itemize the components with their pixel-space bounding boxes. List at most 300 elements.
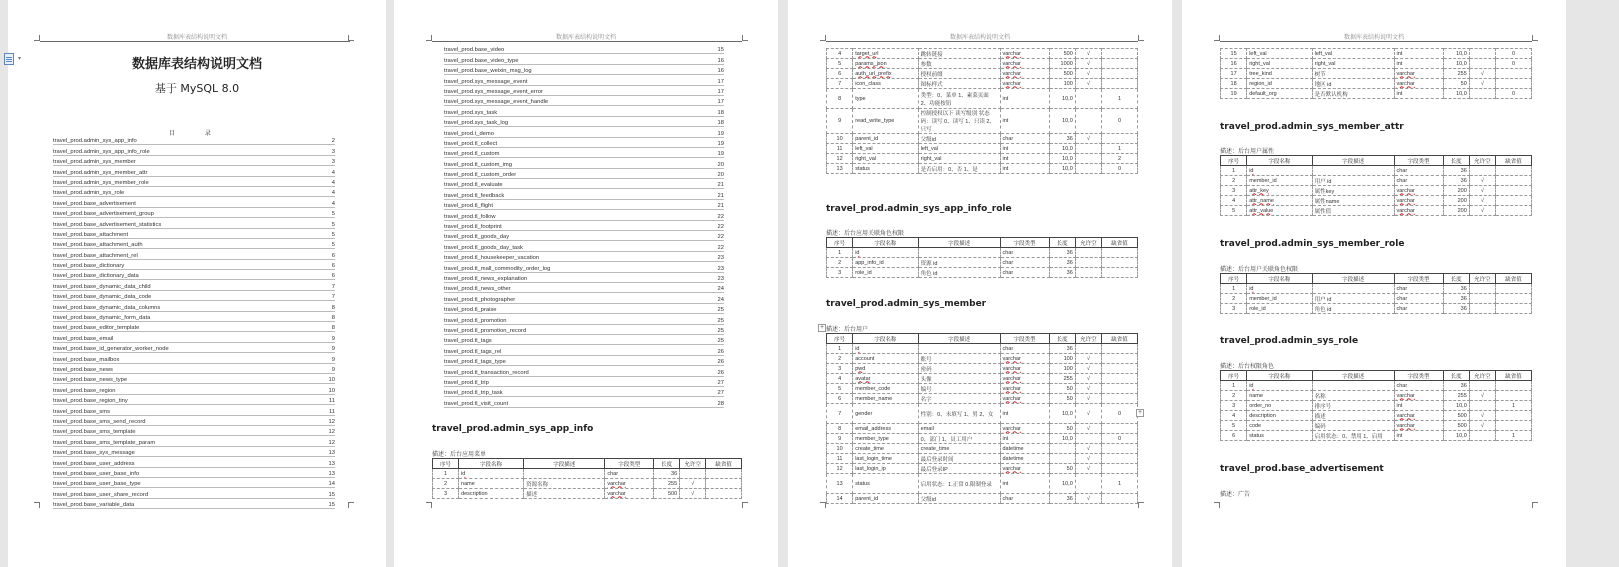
table-cell[interactable]: 0 (1495, 49, 1531, 59)
table-cell[interactable]: 1 (1101, 474, 1137, 494)
table-cell[interactable]: 19 (1221, 89, 1247, 99)
table-cell[interactable]: 10,0 (1443, 431, 1469, 441)
toc-entry[interactable] (53, 135, 335, 145)
table-cell[interactable]: 名字 (918, 394, 1000, 404)
table-cell[interactable]: 16 (1221, 59, 1247, 69)
toc-entry[interactable] (444, 127, 724, 137)
table-cell[interactable]: 父级id (918, 494, 1000, 504)
toc-entry[interactable] (53, 468, 335, 478)
table-cell[interactable]: √ (1469, 391, 1495, 401)
table-cell[interactable]: 1 (827, 344, 853, 354)
toc-entry[interactable] (53, 197, 335, 207)
table-cell[interactable] (1000, 384, 1049, 394)
table-cell[interactable] (1312, 166, 1394, 176)
table-cell[interactable] (1101, 354, 1137, 364)
table-cell[interactable] (1075, 154, 1101, 164)
table-cell[interactable]: member_id (1247, 294, 1312, 304)
table-cell[interactable] (918, 248, 1000, 258)
table-cell[interactable]: char (1000, 494, 1049, 504)
table-cell[interactable]: √ (1469, 79, 1495, 89)
table-cell[interactable]: char (1000, 258, 1049, 268)
toc-entry[interactable] (53, 488, 335, 498)
table-cell[interactable] (1101, 394, 1137, 404)
table-cell[interactable]: int (1000, 404, 1049, 424)
table-cell[interactable]: 控制授权以下 读写级别 状态码：读写 0、读写 1、只读 2、只写 (918, 109, 1000, 134)
table-cell[interactable] (1101, 424, 1137, 434)
table-cell[interactable]: 10,0 (1443, 49, 1469, 59)
table-cell[interactable]: 6 (827, 394, 853, 404)
table-cell[interactable] (1394, 79, 1443, 89)
toc-entry[interactable] (444, 54, 724, 64)
toc-entry[interactable] (444, 221, 724, 231)
toc-entry[interactable] (444, 179, 724, 189)
table-cell[interactable]: √ (1075, 354, 1101, 364)
table-cell[interactable] (1075, 474, 1101, 494)
table-cell[interactable]: 4 (827, 49, 853, 59)
table-cell[interactable]: √ (1469, 206, 1495, 216)
toc-entry[interactable] (444, 117, 724, 127)
toc-entry[interactable] (444, 65, 724, 75)
table-cell[interactable]: int (1000, 474, 1049, 494)
table-cell[interactable] (1101, 49, 1137, 59)
table-cell[interactable] (605, 489, 654, 499)
table-cell[interactable]: 10,0 (1049, 144, 1075, 154)
table-cell[interactable]: int (1394, 59, 1443, 69)
table-cell[interactable]: char (1394, 381, 1443, 391)
toc-entry[interactable] (444, 377, 724, 387)
table-cell[interactable]: 地区 id (1312, 79, 1394, 89)
table-cell[interactable]: description (459, 489, 524, 499)
toc-entry[interactable] (444, 169, 724, 179)
toc-entry[interactable] (53, 416, 335, 426)
table-cell[interactable]: 3 (1221, 401, 1247, 411)
table-cell[interactable] (1075, 89, 1101, 109)
table-cell[interactable]: 500 (1443, 411, 1469, 421)
table-cell[interactable] (1075, 144, 1101, 154)
table-cell[interactable]: 10,0 (1443, 89, 1469, 99)
toc-entry[interactable] (53, 343, 335, 353)
table-cell[interactable]: int (1394, 89, 1443, 99)
toc-entry[interactable] (444, 148, 724, 158)
toc-entry[interactable] (53, 353, 335, 363)
table-cell[interactable]: 255 (1443, 69, 1469, 79)
table-cell[interactable] (1000, 69, 1049, 79)
table-cell[interactable]: 12 (827, 464, 853, 474)
table-cell[interactable] (1469, 431, 1495, 441)
toc-entry[interactable] (444, 158, 724, 168)
table-cell[interactable]: 性别：0、未填写 1、男 2、女 (918, 404, 1000, 424)
table-cell[interactable]: 100 (1049, 354, 1075, 364)
table-cell[interactable]: 最后登录时间 (918, 454, 1000, 464)
table-cell[interactable]: 资源 id (918, 258, 1000, 268)
table-cell[interactable]: 500 (654, 489, 680, 499)
table-cell[interactable] (1495, 206, 1531, 216)
table-cell[interactable]: char (1000, 344, 1049, 354)
table-cell[interactable]: 15 (1221, 49, 1247, 59)
toc-entry[interactable] (53, 249, 335, 259)
table-cell[interactable]: 属性值 (1312, 206, 1394, 216)
table-cell[interactable]: √ (1469, 196, 1495, 206)
table-cell[interactable]: order_no (1247, 401, 1312, 411)
table-cell[interactable]: √ (1469, 186, 1495, 196)
table-cell[interactable]: read_write_type (853, 109, 918, 134)
toc-entry[interactable] (53, 499, 335, 509)
table-cell[interactable]: 10,0 (1049, 164, 1075, 174)
toc-entry[interactable] (53, 384, 335, 394)
table-cell[interactable] (680, 469, 706, 479)
table-cell[interactable]: 36 (1049, 268, 1075, 278)
table-cell[interactable]: app_info_id (853, 258, 918, 268)
table-cell[interactable]: 角色 id (918, 268, 1000, 278)
table-cell[interactable] (1495, 304, 1531, 314)
table-cell[interactable]: 账号 (918, 354, 1000, 364)
table-cell[interactable]: 0 (1495, 59, 1531, 69)
toc-entry[interactable] (444, 96, 724, 106)
table-cell[interactable]: 授权前缀 (918, 69, 1000, 79)
table-cell[interactable]: right_val (918, 154, 1000, 164)
toc-entry[interactable] (53, 364, 335, 374)
table-cell[interactable]: char (1394, 176, 1443, 186)
toc-entry[interactable] (444, 366, 724, 376)
table-cell[interactable]: 100 (1049, 364, 1075, 374)
toc-entry[interactable] (444, 210, 724, 220)
table-cell[interactable] (1469, 166, 1495, 176)
table-cell[interactable]: 36 (1443, 294, 1469, 304)
table-cell[interactable]: 36 (1049, 134, 1075, 144)
table-cell[interactable]: √ (1075, 134, 1101, 144)
table-cell[interactable] (1075, 344, 1101, 354)
table-cell[interactable]: 是否启用：0、否 1、是 (918, 164, 1000, 174)
toc-entry[interactable] (53, 332, 335, 342)
table-cell[interactable]: 50 (1049, 384, 1075, 394)
table-cell[interactable]: 排序号 (1312, 401, 1394, 411)
toc-entry[interactable] (444, 283, 724, 293)
table-cell[interactable]: int (1000, 144, 1049, 154)
table-cell[interactable]: 2 (827, 354, 853, 364)
table-cell[interactable]: 13 (827, 164, 853, 174)
table-cell[interactable]: char (1000, 268, 1049, 278)
toc-entry[interactable] (444, 75, 724, 85)
toc-entry[interactable] (444, 387, 724, 397)
table-cell[interactable]: member_code (853, 384, 918, 394)
table-cell[interactable] (1495, 284, 1531, 294)
table-cell[interactable]: 5 (1221, 206, 1247, 216)
table-cell[interactable] (1101, 374, 1137, 384)
toc-entry[interactable] (53, 478, 335, 488)
table-cell[interactable] (1101, 364, 1137, 374)
table-cell[interactable]: 图标样式 (918, 79, 1000, 89)
toc-entry[interactable] (53, 301, 335, 311)
table-cell[interactable] (1394, 411, 1443, 421)
table-cell[interactable]: 50 (1443, 79, 1469, 89)
table-cell[interactable]: 10,0 (1049, 109, 1075, 134)
table-cell[interactable]: 100 (1049, 79, 1075, 89)
table-cell[interactable]: int (1394, 49, 1443, 59)
toc-entry[interactable] (53, 229, 335, 239)
table-cell[interactable] (1469, 381, 1495, 391)
table-cell[interactable]: √ (1075, 464, 1101, 474)
table-cell[interactable]: status (853, 474, 918, 494)
toc-entry[interactable] (444, 314, 724, 324)
table-cell[interactable] (706, 489, 742, 499)
table-cell[interactable] (1075, 258, 1101, 268)
table-cell[interactable] (1247, 186, 1312, 196)
table-cell[interactable] (1101, 464, 1137, 474)
table-cell[interactable]: 36 (1049, 248, 1075, 258)
table-cell[interactable]: √ (1075, 59, 1101, 69)
table-cell[interactable]: right_val (1312, 59, 1394, 69)
table-cell[interactable]: √ (1075, 49, 1101, 59)
table-cell[interactable]: 17 (1221, 69, 1247, 79)
toc-entry[interactable] (444, 335, 724, 345)
toc-entry[interactable] (444, 106, 724, 116)
table-cell[interactable]: char (1000, 248, 1049, 258)
table-cell[interactable]: 5 (1221, 421, 1247, 431)
table-cell[interactable]: code (1247, 421, 1312, 431)
table-cell[interactable] (1394, 196, 1443, 206)
table-cell[interactable]: 50 (1049, 424, 1075, 434)
table-cell[interactable] (1101, 268, 1137, 278)
table-cell[interactable] (1247, 284, 1312, 294)
table-cell[interactable]: role_id (853, 268, 918, 278)
toc-entry[interactable] (53, 218, 335, 228)
table-cell[interactable]: email (918, 424, 1000, 434)
table-cell[interactable]: datetime (1000, 454, 1049, 464)
table-cell[interactable] (459, 469, 524, 479)
table-cell[interactable] (1469, 304, 1495, 314)
table-cell[interactable]: √ (1075, 79, 1101, 89)
table-cell[interactable] (706, 479, 742, 489)
table-cell[interactable]: 6 (1221, 431, 1247, 441)
table-cell[interactable]: √ (1075, 454, 1101, 464)
table-cell[interactable]: 36 (1443, 166, 1469, 176)
table-cell[interactable] (1000, 364, 1049, 374)
table-cell[interactable] (1000, 394, 1049, 404)
table-cell[interactable] (1049, 454, 1075, 464)
table-cell[interactable]: char (1394, 304, 1443, 314)
table-cell[interactable] (1101, 79, 1137, 89)
table-cell[interactable] (1495, 186, 1531, 196)
table-cell[interactable]: 500 (1049, 49, 1075, 59)
table-cell[interactable] (1101, 454, 1137, 464)
table-cell[interactable]: 1 (1101, 89, 1137, 109)
table-cell[interactable]: 编号 (918, 384, 1000, 394)
toc-entry[interactable] (53, 312, 335, 322)
table-cell[interactable]: 10,0 (1049, 434, 1075, 444)
toc-entry[interactable] (444, 356, 724, 366)
table-cell[interactable] (1101, 444, 1137, 454)
toc-entry[interactable] (53, 270, 335, 280)
toc-entry[interactable] (444, 293, 724, 303)
table-cell[interactable] (605, 479, 654, 489)
table-cell[interactable]: √ (680, 489, 706, 499)
table-cell[interactable]: 1 (1221, 284, 1247, 294)
table-cell[interactable]: last_login_ip (853, 464, 918, 474)
table-cell[interactable]: 11 (827, 144, 853, 154)
table-cell[interactable]: right_val (1247, 59, 1312, 69)
table-cell[interactable]: 0 (1101, 404, 1137, 424)
table-cell[interactable] (1101, 258, 1137, 268)
table-cell[interactable]: 9 (827, 434, 853, 444)
table-cell[interactable]: 3 (1221, 304, 1247, 314)
toc-entry[interactable] (444, 252, 724, 262)
table-cell[interactable] (524, 469, 605, 479)
table-cell[interactable] (1000, 424, 1049, 434)
table-cell[interactable] (1394, 421, 1443, 431)
table-cell[interactable]: 1000 (1049, 59, 1075, 69)
table-cell[interactable]: 14 (827, 494, 853, 504)
table-cell[interactable] (1495, 391, 1531, 401)
toc-entry[interactable] (444, 345, 724, 355)
table-cell[interactable]: 3 (433, 489, 459, 499)
table-cell[interactable]: member_type (853, 434, 918, 444)
table-cell[interactable] (1394, 391, 1443, 401)
table-cell[interactable]: 5 (827, 384, 853, 394)
table-cell[interactable]: char (1394, 284, 1443, 294)
table-cell[interactable]: 角色 id (1312, 304, 1394, 314)
table-cell[interactable]: char (605, 469, 654, 479)
table-cell[interactable] (1075, 109, 1101, 134)
table-cell[interactable]: account (853, 354, 918, 364)
table-cell[interactable]: 10 (827, 134, 853, 144)
toc-entry[interactable] (53, 426, 335, 436)
table-cell[interactable]: √ (1469, 421, 1495, 431)
table-cell[interactable]: 4 (1221, 196, 1247, 206)
table-cell[interactable]: create_time (918, 444, 1000, 454)
table-cell[interactable] (1000, 464, 1049, 474)
table-cell[interactable]: 0、部门 1、员工用户 (918, 434, 1000, 444)
table-cell[interactable]: 编码 (1312, 421, 1394, 431)
table-cell[interactable] (1495, 381, 1531, 391)
table-cell[interactable]: 10 (827, 444, 853, 454)
table-cell[interactable] (853, 59, 918, 69)
table-cell[interactable]: 启用状态：0、禁用 1、启用 (1312, 431, 1394, 441)
table-cell[interactable]: √ (1075, 69, 1101, 79)
table-cell[interactable]: 1 (1101, 144, 1137, 154)
chevron-down-icon[interactable]: ▾ (18, 56, 22, 62)
toc-entry[interactable] (53, 239, 335, 249)
table-cell[interactable]: 最后登录IP (918, 464, 1000, 474)
toc-entry[interactable] (53, 145, 335, 155)
toc-entry[interactable] (444, 86, 724, 96)
table-cell[interactable] (1101, 59, 1137, 69)
table-cell[interactable] (1312, 284, 1394, 294)
table-cell[interactable] (1049, 444, 1075, 454)
table-cell[interactable]: 10,0 (1049, 154, 1075, 164)
table-cell[interactable] (853, 344, 918, 354)
toc-entry[interactable] (444, 241, 724, 251)
toc-entry[interactable] (53, 260, 335, 270)
table-cell[interactable] (1000, 354, 1049, 364)
table-cell[interactable]: 1 (433, 469, 459, 479)
table-cell[interactable]: tree_kind (1247, 69, 1312, 79)
toc-entry[interactable] (444, 44, 724, 54)
table-cell[interactable]: 200 (1443, 206, 1469, 216)
table-cell[interactable]: 1 (1495, 401, 1531, 411)
table-cell[interactable]: 36 (1443, 284, 1469, 294)
table-cell[interactable]: status (853, 164, 918, 174)
table-cell[interactable]: 10,0 (1049, 474, 1075, 494)
table-cell[interactable]: 2 (1221, 294, 1247, 304)
table-cell[interactable] (1495, 294, 1531, 304)
table-cell[interactable]: 36 (654, 469, 680, 479)
table-cell[interactable]: name (459, 479, 524, 489)
table-cell[interactable] (1394, 206, 1443, 216)
table-cell[interactable] (1469, 49, 1495, 59)
table-cell[interactable]: int (1000, 89, 1049, 109)
toc-entry[interactable] (53, 457, 335, 467)
table-cell[interactable] (1469, 59, 1495, 69)
table-cell[interactable]: int (1394, 401, 1443, 411)
toc-entry[interactable] (53, 447, 335, 457)
toc-entry[interactable] (444, 304, 724, 314)
table-cell[interactable] (1075, 434, 1101, 444)
table-cell[interactable]: 描述 (1312, 411, 1394, 421)
table-cell[interactable]: 1 (1221, 166, 1247, 176)
table-cell[interactable]: 10,0 (1049, 404, 1075, 424)
table-cell[interactable]: gender (853, 404, 918, 424)
table-cell[interactable]: 50 (1049, 394, 1075, 404)
table-cell[interactable]: √ (1075, 394, 1101, 404)
table-cell[interactable]: 名称 (1312, 391, 1394, 401)
table-move-handle[interactable]: + (819, 324, 825, 331)
table-cell[interactable]: 父级id (918, 134, 1000, 144)
table-cell[interactable]: 200 (1443, 196, 1469, 206)
table-cell[interactable]: 8 (827, 89, 853, 109)
table-cell[interactable] (853, 374, 918, 384)
table-cell[interactable]: member_id (1247, 176, 1312, 186)
table-cell[interactable]: 36 (1443, 381, 1469, 391)
table-cell[interactable]: 8 (827, 424, 853, 434)
table-cell[interactable]: 用户 id (1312, 294, 1394, 304)
toc-entry[interactable] (53, 405, 335, 415)
table-cell[interactable]: left_val (1312, 49, 1394, 59)
table-cell[interactable]: √ (1469, 176, 1495, 186)
table-cell[interactable]: 12 (827, 154, 853, 164)
table-cell[interactable]: 36 (1443, 304, 1469, 314)
table-cell[interactable]: int (1000, 164, 1049, 174)
table-cell[interactable] (1101, 344, 1137, 354)
table-cell[interactable] (1469, 89, 1495, 99)
toc-entry[interactable] (444, 397, 724, 407)
table-cell[interactable]: 10,0 (1443, 401, 1469, 411)
table-cell[interactable]: √ (1469, 411, 1495, 421)
table-cell[interactable]: last_login_time (853, 454, 918, 464)
table-cell[interactable]: 9 (827, 109, 853, 134)
table-cell[interactable] (1495, 166, 1531, 176)
table-cell[interactable] (853, 248, 918, 258)
toc-entry[interactable] (53, 395, 335, 405)
table-cell[interactable]: create_time (853, 444, 918, 454)
table-cell[interactable]: 5 (827, 59, 853, 69)
toc-entry[interactable] (53, 156, 335, 166)
table-cell[interactable]: 13 (827, 474, 853, 494)
table-cell[interactable]: 跳转链接 (918, 49, 1000, 59)
table-cell[interactable] (1075, 164, 1101, 174)
table-cell[interactable]: 1 (1221, 381, 1247, 391)
table-cell[interactable]: status (1247, 431, 1312, 441)
table-cell[interactable]: region_id (1247, 79, 1312, 89)
table-cell[interactable]: 500 (1443, 421, 1469, 431)
table-cell[interactable] (1101, 248, 1137, 258)
table-cell[interactable]: 参数 (918, 59, 1000, 69)
table-cell[interactable]: 36 (1443, 176, 1469, 186)
table-cell[interactable] (853, 49, 918, 59)
table-cell[interactable]: 3 (827, 268, 853, 278)
toc-entry[interactable] (53, 280, 335, 290)
table-cell[interactable]: 10,0 (1443, 59, 1469, 69)
table-cell[interactable]: 0 (1101, 109, 1137, 134)
